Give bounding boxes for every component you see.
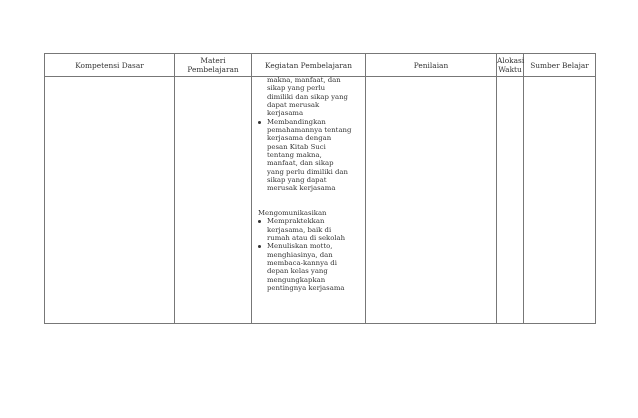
header-alokasi-line1: Alokasi	[497, 56, 525, 65]
cell-alokasi-waktu	[497, 77, 524, 324]
text-line: rumah atau di sekolah	[267, 233, 346, 242]
text-line: kerjasama dengan	[267, 134, 332, 143]
bullet-icon	[258, 121, 261, 124]
text-line: Menuliskan motto,	[267, 242, 333, 251]
text-line: pesan Kitab Suci	[267, 142, 326, 151]
bullet-list-mengomunikasikan	[258, 217, 366, 292]
text-line: pentingnya kerjasama	[267, 283, 345, 292]
cell-penilaian	[366, 77, 497, 324]
text-line: membaca-kannya di	[267, 258, 337, 267]
header-penilaian: Penilaian	[366, 54, 497, 77]
list-item	[258, 242, 366, 292]
text-line: manfaat, dan sikap	[267, 159, 334, 168]
header-materi-line2: Pembelajaran	[187, 65, 239, 74]
text-line: sikap yang perlu	[267, 84, 326, 93]
list-item	[258, 118, 366, 193]
header-alokasi-waktu	[497, 54, 524, 77]
text-line: yang perlu dimiliki dan	[267, 167, 348, 176]
text-line: Membandingkan	[267, 117, 326, 126]
header-row	[45, 54, 596, 77]
text-line: pemahamannya tentang	[267, 126, 352, 135]
cell-kegiatan-pembelajaran	[252, 77, 366, 324]
text-line: tentang makna,	[267, 151, 322, 160]
bullet-icon	[258, 245, 261, 248]
text-line: depan kelas yang	[267, 267, 328, 276]
text-line: menghiasinya, dan	[267, 250, 333, 259]
cell-materi-pembelajaran	[175, 77, 252, 324]
header-alokasi-line2: Waktu	[498, 65, 522, 74]
header-materi-pembelajaran	[175, 54, 252, 77]
text-line: kerjasama	[267, 109, 304, 118]
curriculum-table	[44, 53, 596, 324]
cell-kompetensi-dasar	[45, 77, 175, 324]
continuation-text	[258, 76, 366, 118]
bullet-icon	[258, 220, 261, 223]
text-line: sikap yang dapat	[267, 176, 327, 185]
header-sumber-belajar: Sumber Belajar	[524, 54, 596, 77]
text-line: merusak kerjasama	[267, 184, 336, 193]
table-row	[45, 77, 596, 324]
bullet-list-mengasosiasi	[258, 118, 366, 193]
text-line: dimiliki dan sikap yang	[267, 92, 348, 101]
cell-sumber-belajar	[524, 77, 596, 324]
text-line: Mempraktekkan	[267, 217, 325, 226]
list-item	[258, 217, 366, 242]
text-line: mengungkapkan	[267, 275, 326, 284]
header-kompetensi-dasar: Kompetensi Dasar	[45, 54, 175, 77]
section-heading-mengomunikasikan: Mengomunikasikan	[258, 208, 327, 217]
text-line: dapat merusak	[267, 101, 320, 110]
kegiatan-content	[258, 76, 366, 292]
header-materi-line1: Materi	[200, 56, 226, 65]
text-line: kerjasama, baik di	[267, 225, 332, 234]
header-kegiatan-pembelajaran: Kegiatan Pembelajaran	[252, 54, 366, 77]
text-line: makna, manfaat, dan	[267, 76, 341, 84]
